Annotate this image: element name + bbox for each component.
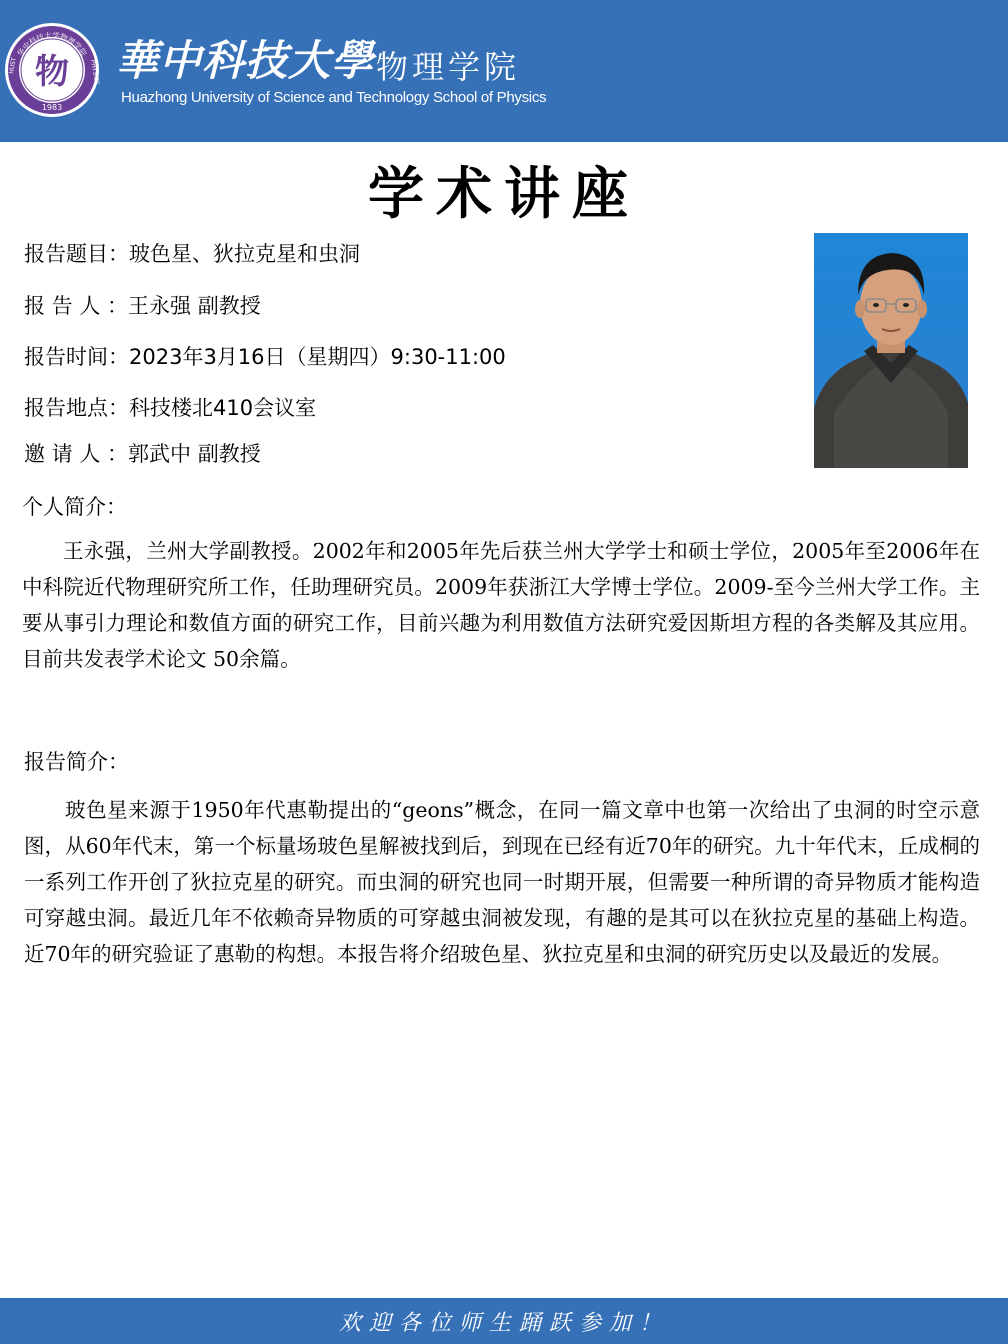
speaker-photo: [814, 233, 968, 468]
info-label: 邀 请 人 ：: [24, 442, 129, 466]
info-label: 报告题目：: [24, 242, 129, 266]
info-value: 玻色星、狄拉克星和虫洞: [129, 242, 360, 266]
info-label: 报告地点：: [24, 396, 129, 420]
abstract-heading: 报告简介：: [24, 750, 129, 774]
page-title: 学术讲座: [368, 162, 640, 227]
info-row-speaker: [24, 290, 261, 320]
info-label: 报告时间：: [24, 345, 129, 369]
university-name-cn: 華中科技大學: [116, 36, 375, 85]
svg-text:华中科技大学物理学院: 华中科技大学物理学院: [15, 30, 89, 58]
svg-text:HUST: HUST: [8, 56, 18, 75]
info-row-location: [24, 392, 316, 422]
svg-text:PHYSICS: PHYSICS: [89, 59, 100, 86]
school-name-cn: 物理学院: [376, 48, 521, 86]
info-value: 郭武中 副教授: [128, 442, 261, 466]
footer-welcome-text: 欢迎各位师生踊跃参加！: [338, 1310, 669, 1336]
header-banner: [0, 0, 1008, 142]
bio-heading: 个人简介：: [22, 495, 127, 519]
info-value: 科技楼北410会议室: [129, 396, 317, 420]
university-name-en: Huazhong University of Science and Technology School of Physics: [121, 89, 547, 106]
abstract-paragraph: 玻色星来源于1950年代惠勒提出的“geons”概念，在同一篇文章中也第一次给出了虫洞的时空示意图，从60年代末，第一个标量场玻色星解被找到后，到现在已经有近70年的研究。九十年代末，丘成桐的一系列工作开创了狄拉克星的研究。而虫洞的研究也同一时期开展，但需要一种所谓的奇异物质才能构造可穿越虫洞。最近几年不依赖奇异物质的可穿越虫洞被发现，有趣的是其可以在狄拉克星的基础上构造。近70年的研究验证了惠勒的构想。本报告将介绍玻色星、狄拉克星和虫洞的研究历史以及最近的发展。: [24, 798, 980, 966]
info-value: 王永强 副教授: [128, 294, 261, 318]
info-row-time: [24, 341, 506, 371]
info-label: 报 告 人 ：: [24, 294, 129, 318]
university-seal-logo: [4, 22, 100, 118]
info-row-host: [24, 438, 261, 468]
svg-text:物: 物: [35, 52, 69, 92]
info-value: 2023年3月16日（星期四）9:30-11:00: [129, 345, 506, 369]
info-row-topic: [24, 238, 360, 268]
svg-text:1983: 1983: [41, 103, 63, 112]
bio-paragraph: 王永强，兰州大学副教授。2002年和2005年先后获兰州大学学士和硕士学位，2005年至2006年在中科院近代物理研究所工作，任助理研究员。2009年获浙江大学博士学位。2009-至今兰州大学工作。主要从事引力理论和数值方面的研究工作，目前兴趣为利用数值方法研究爱因斯坦方程的各类解及其应用。目前共发表学术论文 50余篇。: [22, 539, 980, 671]
footer-banner: [0, 1298, 1008, 1344]
